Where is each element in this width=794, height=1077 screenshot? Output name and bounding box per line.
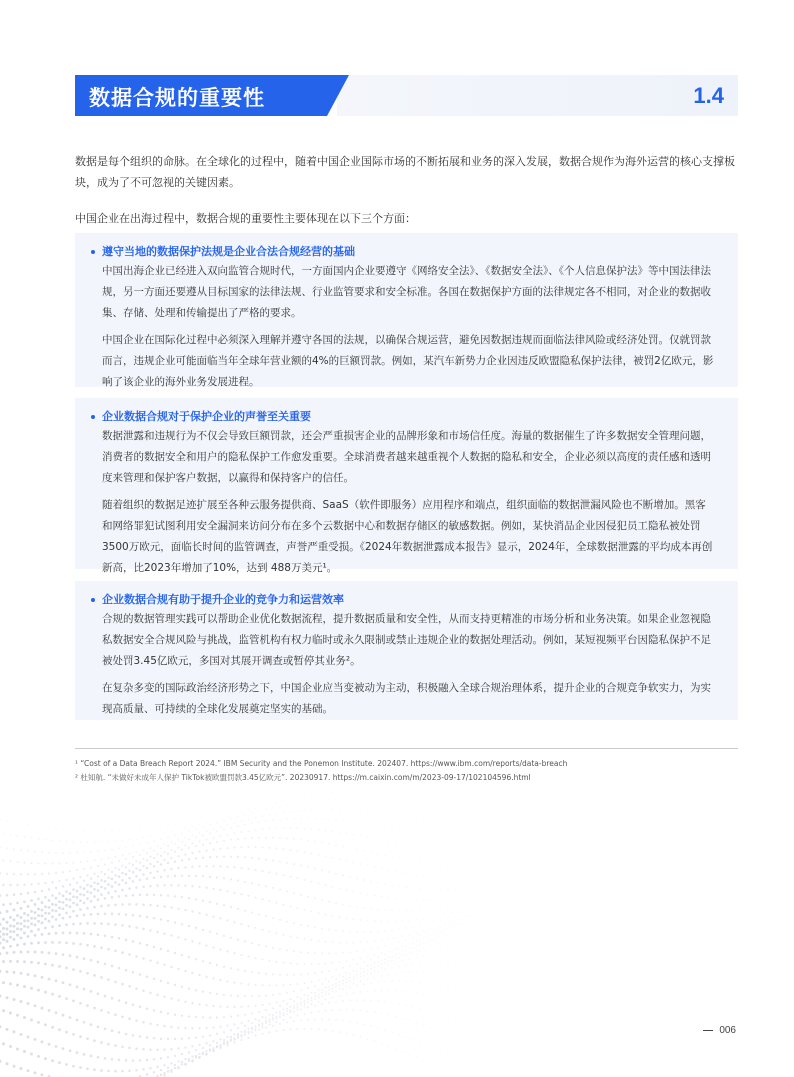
section-paragraph: 合规的数据管理实践可以帮助企业优化数据流程，提升数据质量和安全性，从而支持更精准的市场分析和业务决策。如果企业忽视隐私数据安全合规风险与挑战，监管机构有权力临时或永久限制或禁止违规企业的数据处理活动。例如，某短视频平台因隐私保护不足被处罚3.45亿欧元，多国对其展开调查或暂停其业务²。: [102, 613, 711, 667]
page-title: 数据合规的重要性: [89, 86, 265, 110]
section-header: [75, 75, 738, 116]
section-box-2: [75, 398, 738, 574]
intro-lead: 中国企业在出海过程中，数据合规的重要性主要体现在以下三个方面：: [75, 212, 416, 225]
bullet-icon: [91, 598, 95, 602]
section-title-text: 企业数据合规对于保护企业的声誉至关重要: [102, 410, 311, 423]
footnote-divider: [75, 748, 738, 749]
section-box-3: [75, 581, 738, 720]
header-title-block: [75, 75, 327, 116]
intro-paragraph: 数据是每个组织的命脉。在全球化的过程中，随着中国企业国际市场的不断拓展和业务的深入发展，数据合规作为海外运营的核心支撑板块，成为了不可忽视的关键因素。: [75, 155, 735, 189]
section-title-1: [90, 243, 716, 261]
section-title-text: 遵守当地的数据保护法规是企业合法合规经营的基础: [102, 245, 355, 258]
section-paragraph: 中国企业在国际化过程中必须深入理解并遵守各国的法规，以确保合规运营，避免因数据违规而面临法律风险或经济处罚。仅就罚款而言，违规企业可能面临当年全球年营业额的4%的巨额罚款。例如，某汽车新势力企业因违反欧盟隐私保护法律，被罚2亿欧元，影响了该企业的海外业务发展进程。: [102, 334, 714, 388]
section-title-2: [90, 408, 716, 426]
bullet-icon: [91, 415, 95, 419]
footnote-2: ² 杜知航. “未做好未成年人保护 TikTok被欧盟罚款3.45亿欧元”. 20230917. https://m.caixin.com/m/2023-09-17/102104596.html: [75, 773, 531, 782]
header-slant: [327, 75, 349, 116]
page-number-text: 006: [719, 1025, 736, 1036]
section-paragraph: 随着组织的数据足迹扩展至各种云服务提供商、SaaS（软件即服务）应用程序和端点，组织面临的数据泄漏风险也不断增加。黑客和网络罪犯试图利用安全漏洞来访问分布在多个云数据中心和数据存储区的敏感数据。例如，某快消品企业因侵犯员工隐私被处罚3500万欧元，面临长时间的监管调查，声誉严重受损。《2024年数据泄露成本报告》显示，2024年，全球数据泄露的平均成本再创新高，比2023年增加了10%，达到 488万美元¹。: [102, 499, 713, 574]
page-number: [703, 1025, 736, 1036]
footnote-1: ¹ “Cost of a Data Breach Report 2024.” IBM Security and the Ponemon Institute. 202407. https://www.ibm.com/reports/data-breach: [75, 759, 568, 768]
section-paragraph: 数据泄露和违规行为不仅会导致巨额罚款，还会严重损害企业的品牌形象和市场信任度。海量的数据催生了许多数据安全管理问题，消费者的数据安全和用户的隐私保护工作愈发重要。全球消费者越来越重视个人数据的隐私和安全，企业必须以高度的责任感和透明度来管理和保护客户数据，以赢得和保持客户的信任。: [102, 430, 711, 484]
header-background: [337, 75, 738, 116]
dotted-wave-decoration: [0, 780, 794, 1077]
section-box-1: [75, 233, 738, 387]
bullet-icon: [91, 250, 95, 254]
dash-icon: [703, 1030, 713, 1032]
section-paragraph: 在复杂多变的国际政治经济形势之下，中国企业应当变被动为主动，积极融入全球合规治理体系，提升企业的合规竞争软实力，为实现高质量、可持续的全球化发展奠定坚实的基础。: [102, 682, 711, 715]
section-paragraph: 中国出海企业已经进入双向监管合规时代，一方面国内企业要遵守《网络安全法》、《数据安全法》、《个人信息保护法》等中国法律法规，另一方面还要遵从目标国家的法律法规、行业监管要求和安全标准。各国在数据保护方面的法律规定各不相同，对企业的数据收集、存储、处理和传输提出了严格的要求。: [102, 265, 711, 319]
section-number: 1.4: [693, 83, 724, 108]
section-title-text: 企业数据合规有助于提升企业的竞争力和运营效率: [102, 593, 344, 606]
section-title-3: [90, 591, 716, 609]
